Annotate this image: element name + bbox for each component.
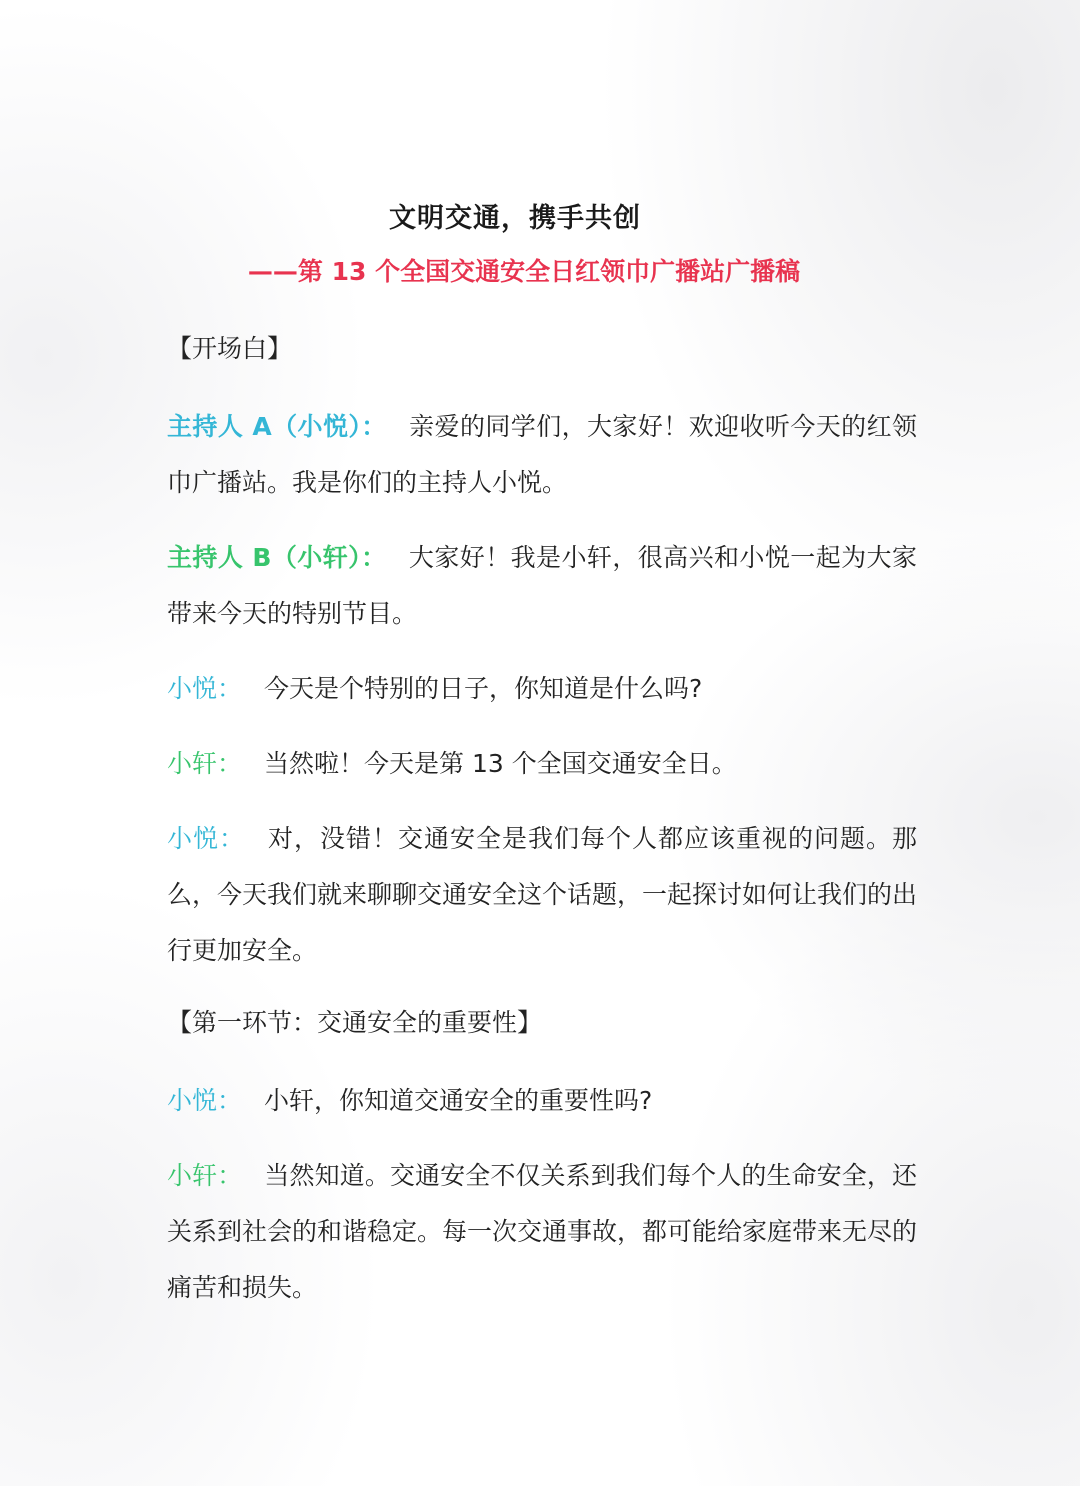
document-body xyxy=(167,324,917,1335)
document-subtitle: ——第 13 个全国交通安全日红领巾广播站广播稿 xyxy=(247,257,801,286)
dialogue-text: 当然啦！今天是第 13 个全国交通安全日。 xyxy=(264,749,737,778)
speaker-label: 小轩： xyxy=(167,1161,243,1190)
dialogue-text: 小轩，你知道交通安全的重要性吗? xyxy=(264,1086,653,1115)
speaker-label: 主持人 A（小悦）： xyxy=(167,412,387,441)
dialogue-text: 亲爱的同学们，大家好！欢迎收听今天的红领巾广播站。我是你们的主持人小悦。 xyxy=(167,412,917,497)
dialogue-text: 今天是个特别的日子，你知道是什么吗? xyxy=(264,674,703,703)
dialogue-text: 当然知道。交通安全不仅关系到我们每个人的生命安全，还关系到社会的和谐稳定。每一次交通事故，都可能给家庭带来无尽的痛苦和损失。 xyxy=(167,1161,918,1302)
section-heading-opening: 【开场白】 xyxy=(167,334,293,363)
dialogue-line xyxy=(167,736,917,792)
speaker-label: 主持人 B（小轩）： xyxy=(167,543,387,572)
dialogue-line xyxy=(167,811,917,979)
speaker-label: 小轩： xyxy=(167,749,243,778)
speaker-label: 小悦： xyxy=(167,824,245,853)
dialogue-text: 大家好！我是小轩，很高兴和小悦一起为大家带来今天的特别节目。 xyxy=(167,543,917,628)
dialogue-line-host-b xyxy=(167,530,917,642)
speaker-label: 小悦： xyxy=(167,674,243,703)
document-title: 文明交通，携手共创 xyxy=(389,203,641,234)
dialogue-line xyxy=(167,661,917,717)
dialogue-text: 对，没错！交通安全是我们每个人都应该重视的问题。那么，今天我们就来聊聊交通安全这个话题，一起探讨如何让我们的出行更加安全。 xyxy=(167,824,918,965)
speaker-label: 小悦： xyxy=(167,1086,243,1115)
dialogue-line-host-a xyxy=(167,399,917,511)
dialogue-line xyxy=(167,1148,917,1316)
dialogue-line xyxy=(167,1073,917,1129)
section-heading-part1: 【第一环节：交通安全的重要性】 xyxy=(167,1008,543,1037)
